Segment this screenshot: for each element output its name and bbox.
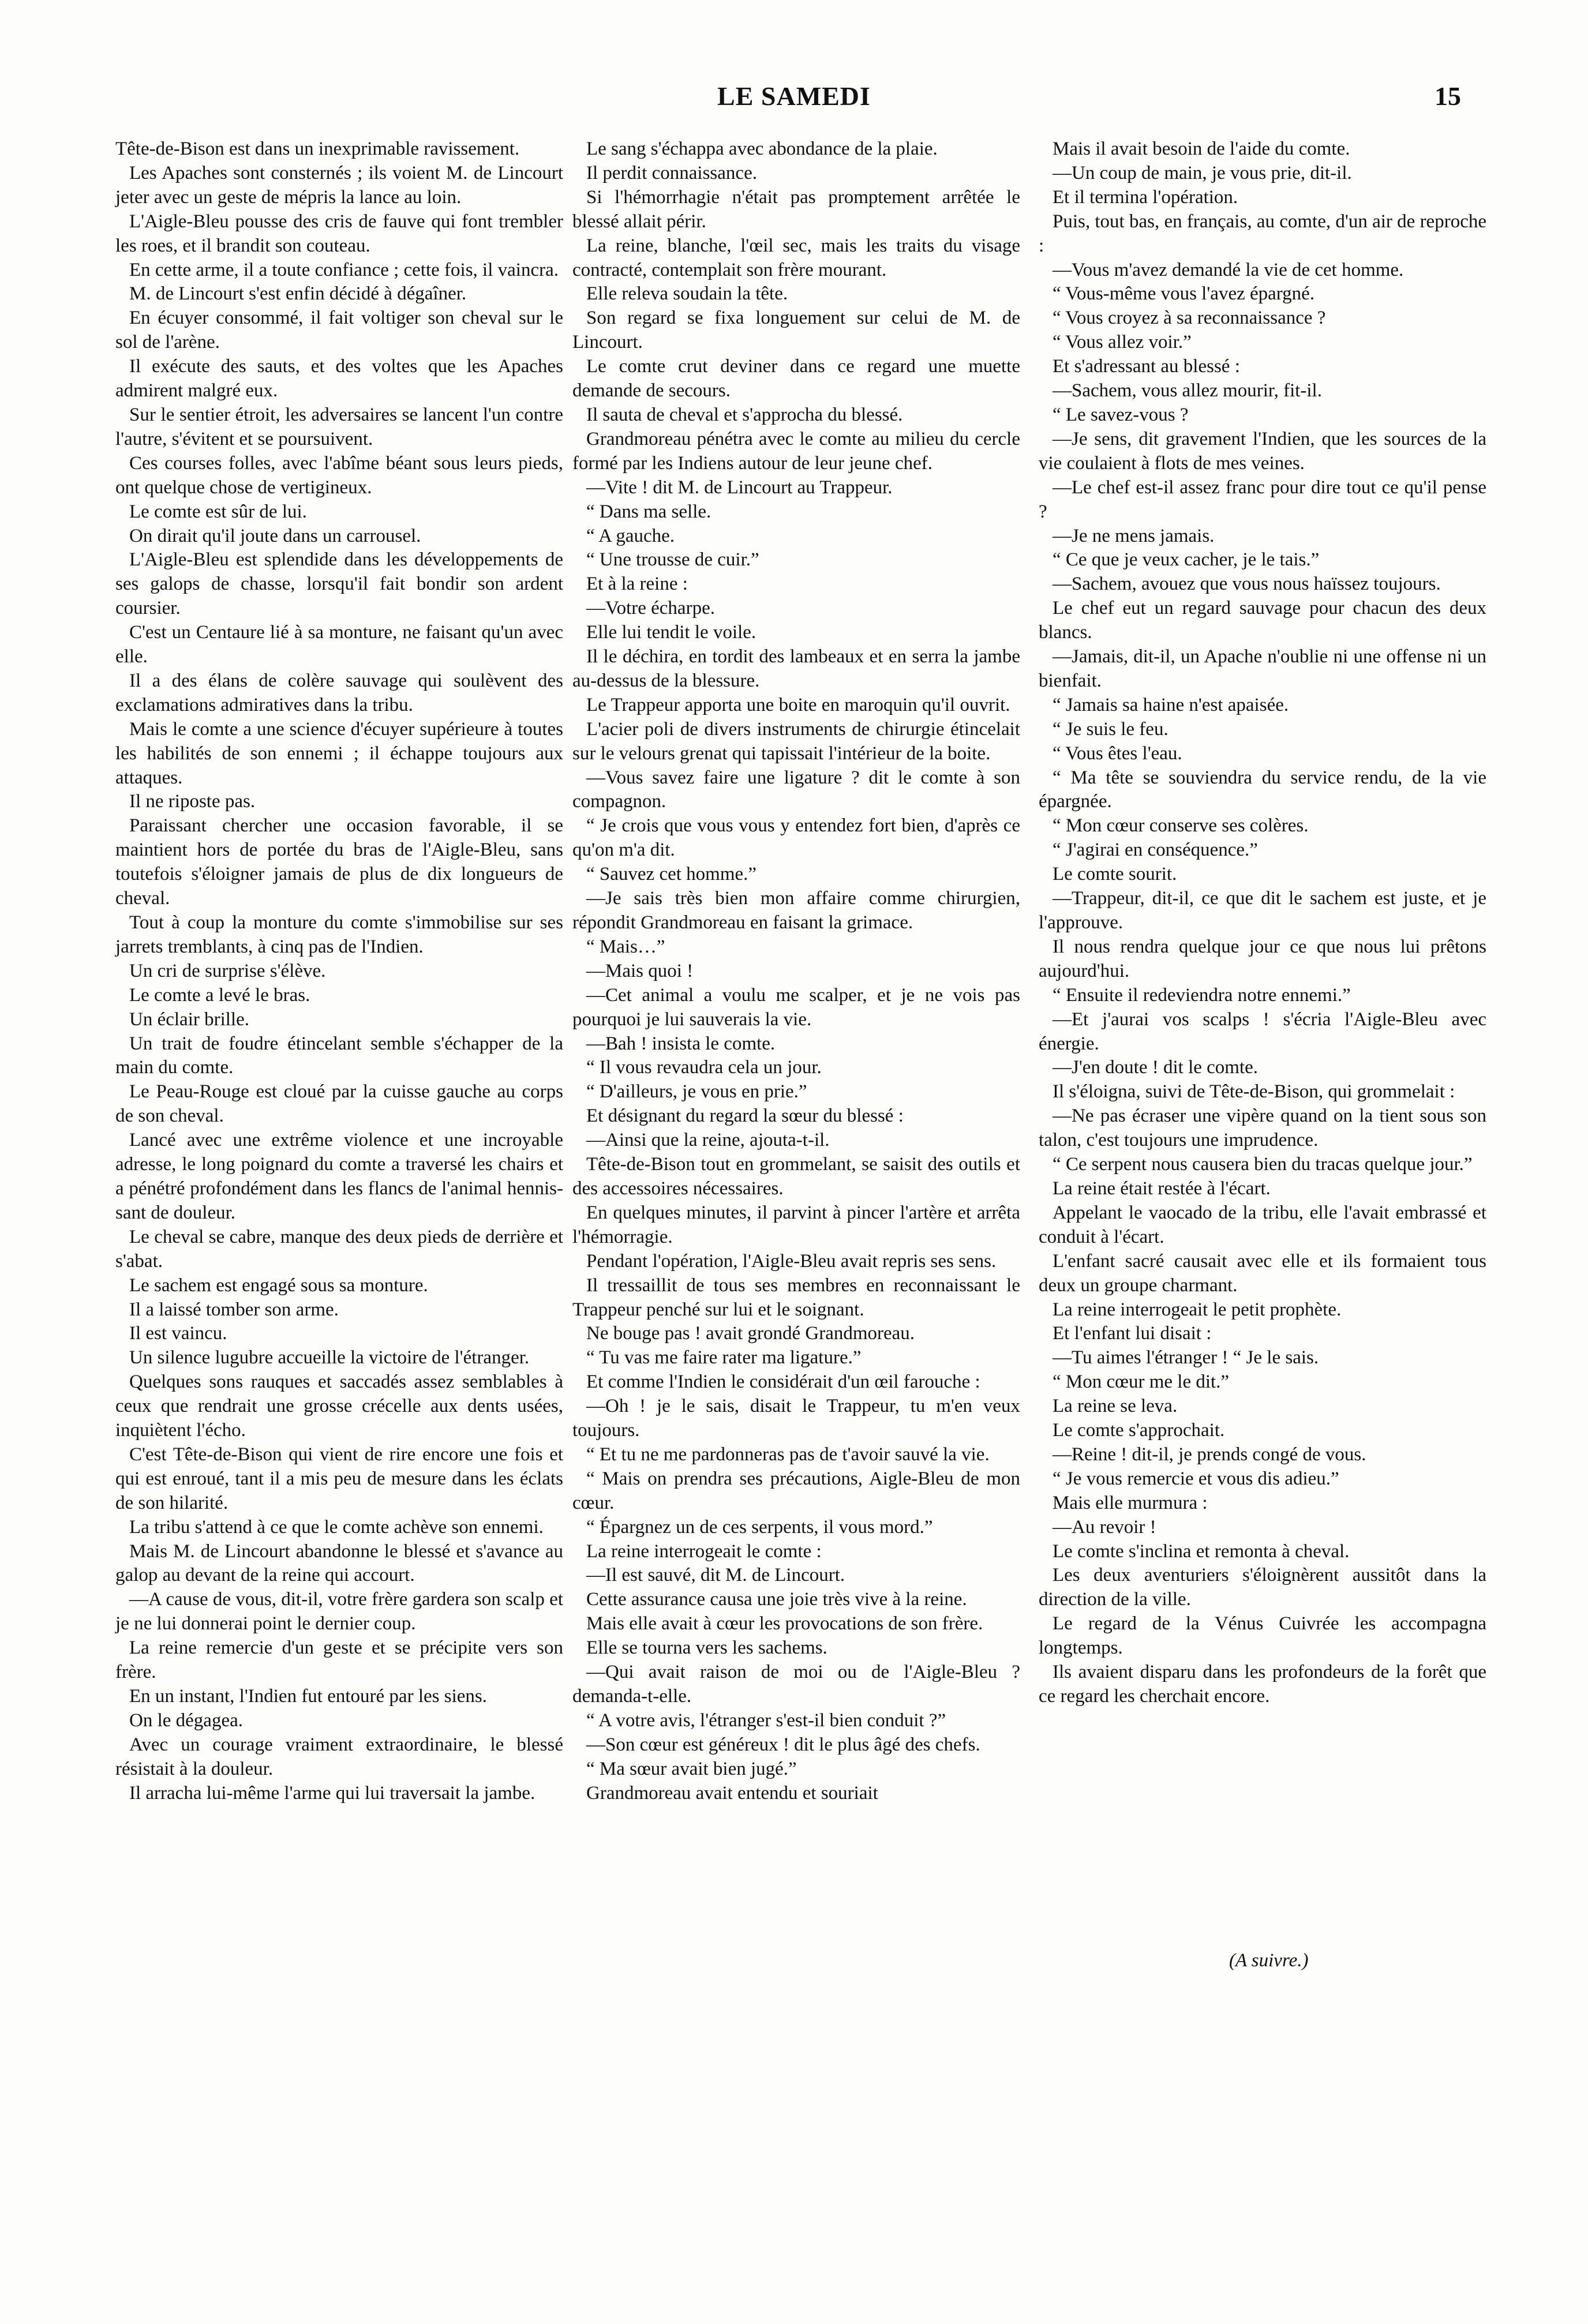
paragraph: Il nous rendra quelque jour ce que nous lui prêtons aujourd'hui. [1039,936,1486,981]
paragraph: Appelant le vaocado de la tribu, elle l'avait embrassé et conduit à l'écart. [1039,1202,1486,1247]
paragraph: Le Peau-Rouge est cloué par la cuisse gauche au corps de son cheval. [115,1081,563,1127]
paragraph: “ Ce que je veux cacher, je le tais.” [1053,549,1320,571]
paragraph: “ Vous croyez à sa reconnaissance ? [1053,308,1326,329]
paragraph: On le dégagea. [129,1710,243,1731]
paragraph: “ D'ailleurs, je vous en prie.” [586,1081,807,1103]
paragraph: En cette arme, il a toute confiance ; cette fois, il vaincra. [129,259,559,280]
paragraph: La reine se leva. [1053,1396,1178,1417]
paragraph: Un éclair brille. [129,1009,249,1030]
paragraph: L'Aigle-Bleu pousse des cris de fauve qui font trembler les roes, et il brandit son couteau. [115,211,563,256]
paragraph: Le comte s'inclina et remonta à cheval. [1053,1540,1350,1562]
paragraph: “ Je vous remercie et vous dis adieu.” [1053,1468,1339,1489]
paragraph: “ Mais on prendra ses précautions, Aigle-Bleu de mon cœur. [572,1468,1020,1513]
paragraph: Ne bouge pas ! avait grondé Grandmoreau. [586,1323,915,1344]
paragraph: “ Mon cœur me le dit.” [1053,1371,1230,1393]
paragraph: Paraissant chercher une occasion favorable, il se maintient hors de portée du bras de l'Aigle-Bleu, sans toutefois s'éloigner jamais de plus de dix longueurs de cheval. [115,815,563,909]
paragraph: “ Mais…” [586,936,665,957]
paragraph: —Je sais très bien mon affaire comme chirurgien, répondit Grandmoreau en faisant la grimace. [572,888,1020,933]
paragraph: Il a laissé tomber son arme. [129,1299,339,1320]
paragraph: —Ne pas écraser une vipère quand on la tient sous son talon, c'est toujours une imprudence. [1039,1105,1486,1151]
paragraph: Et il termina l'opération. [1053,186,1238,208]
paragraph: “ Et tu ne me pardonneras pas de t'avoir sauvé la vie. [586,1444,990,1465]
paragraph: Il tressaillit de tous ses membres en reconnaissant le Trappeur penché sur lui et le soignant. [572,1275,1020,1320]
paragraph: —Et j'aurai vos scalps ! s'écria l'Aigle-Bleu avec énergie. [1039,1009,1486,1054]
paragraph: C'est un Centaure lié à sa monture, ne faisant qu'un avec elle. [115,622,563,668]
paragraph: Un cri de surprise s'élève. [129,960,326,981]
paragraph: —A cause de vous, dit-il, votre frère gardera son scalp et je ne lui donnerai point le dernier coup. [115,1589,563,1635]
text-column-1 [115,137,563,1806]
paragraph: Cette assurance causa une joie très vive à la reine. [586,1589,967,1610]
paragraph: Son regard se fixa longuement sur celui de M. de Lincourt. [572,308,1020,353]
paragraph: Le cheval se cabre, manque des deux pieds de derrière et s'abat. [115,1226,563,1272]
paragraph: —Reine ! dit-il, je prends congé de vous. [1053,1444,1366,1465]
paragraph: L'acier poli de divers instruments de chirurgie étincelait sur le velours grenat qui tapissait l'intérieur de la boite. [572,718,1020,764]
paragraph: La reine remercie d'un geste et se précipite vers son frère. [115,1637,563,1683]
paragraph: Ces courses folles, avec l'abîme béant sous leurs pieds, ont quelque chose de vertigineux. [115,452,563,498]
paragraph: L'enfant sacré causait avec elle et ils formaient tous deux un groupe charmant. [1039,1250,1486,1296]
paragraph: En écuyer consommé, il fait voltiger son cheval sur le sol de l'arène. [115,308,563,353]
paragraph: “ Je crois que vous vous y entendez fort bien, d'après ce qu'on m'a dit. [572,815,1020,861]
paragraph: Sur le sentier étroit, les adversaires se lancent l'un contre l'autre, s'évitent et se poursuivent. [115,404,563,449]
text-column-3 [1039,137,1486,1709]
paragraph: —Je ne mens jamais. [1053,525,1215,546]
paragraph: La reine interrogeait le petit prophète. [1053,1299,1342,1320]
paragraph: Et l'enfant lui disait : [1053,1323,1212,1344]
paragraph: —J'en doute ! dit le comte. [1053,1057,1259,1078]
paragraph: —Son cœur est généreux ! dit le plus âgé des chefs. [586,1734,980,1755]
paragraph: “ Il vous revaudra cela un jour. [586,1057,822,1078]
paragraph: Avec un courage vraiment extraordinaire, le blessé résistait à la douleur. [115,1734,563,1779]
paragraph: Et comme l'Indien le considérait d'un œil farouche : [586,1371,980,1393]
paragraph: Mais elle murmura : [1053,1492,1208,1513]
paragraph: Il ne riposte pas. [129,791,256,812]
paragraph: “ Épargnez un de ces serpents, il vous mord.” [586,1516,933,1538]
paragraph: Le regard de la Vénus Cuivrée les accompagna longtemps. [1039,1613,1486,1659]
paragraph: Il arracha lui-même l'arme qui lui traversait la jambe. [129,1782,535,1804]
text-column-2 [572,137,1020,1806]
paragraph: —Sachem, avouez que vous nous haïssez toujours. [1053,573,1441,595]
paragraph: La reine était restée à l'écart. [1053,1178,1271,1199]
paragraph: Les deux aventuriers s'éloignèrent aussitôt dans la direction de la ville. [1039,1565,1486,1610]
paragraph: Ils avaient disparu dans les profondeurs de la forêt que ce regard les cherchait encore. [1039,1662,1486,1707]
paragraph: Mais le comte a une science d'écuyer supérieure à toutes les habilités de son ennemi ; il échappe toujours aux attaques. [115,718,563,788]
paragraph: “ Vous allez voir.” [1053,332,1192,353]
paragraph: —Vous m'avez demandé la vie de cet homme. [1053,259,1404,280]
paragraph: En un instant, l'Indien fut entouré par les siens. [129,1686,487,1707]
paragraph: Un silence lugubre accueille la victoire de l'étranger. [129,1347,530,1369]
paragraph: —Vite ! dit M. de Lincourt au Trappeur. [586,477,893,498]
paragraph: —Oh ! je le sais, disait le Trappeur, tu m'en veux toujours. [572,1396,1020,1441]
paragraph: Mais il avait besoin de l'aide du comte. [1053,138,1350,159]
paragraph: Le comte crut deviner dans ce regard une muette demande de secours. [572,356,1020,402]
paragraph: “ A votre avis, l'étranger s'est-il bien conduit ?” [586,1710,946,1731]
paragraph: —Votre écharpe. [586,598,715,619]
paragraph: “ A gauche. [586,525,675,546]
paragraph: Et à la reine : [586,573,688,595]
paragraph: —Jamais, dit-il, un Apache n'oublie ni une offense ni un bienfait. [1039,646,1486,691]
paragraph: Les Apaches sont consternés ; ils voient M. de Lincourt jeter avec un geste de mépris la lance au loin. [115,162,563,208]
paragraph: Il exécute des sauts, et des voltes que les Apaches admirent malgré eux. [115,356,563,402]
paragraph: “ Une trousse de cuir.” [586,549,759,571]
paragraph: M. de Lincourt s'est enfin décidé à dégaîner. [129,283,467,305]
paragraph: Le sang s'échappa avec abondance de la plaie. [586,138,938,159]
paragraph: “ Le savez-vous ? [1053,404,1189,425]
paragraph: Le Trappeur apporta une boite en maroquin qu'il ouvrit. [586,694,1010,715]
paragraph: C'est Tête-de-Bison qui vient de rire encore une fois et qui est enroué, tant il a mis peu de mesure dans les éclats de son hilarité. [115,1444,563,1513]
paragraph: —Il est sauvé, dit M. de Lincourt. [586,1565,845,1586]
paragraph: —Au revoir ! [1053,1516,1156,1538]
paragraph: Si l'hémorrhagie n'était pas promptement arrêtée le blessé allait périr. [572,186,1020,232]
paragraph: Elle se tourna vers les sachems. [586,1637,827,1659]
paragraph: Elle releva soudain la tête. [586,283,788,305]
paragraph: Tout à coup la monture du comte s'immobilise sur ses jarrets tremblants, à cinq pas de l'Indien. [115,912,563,957]
paragraph: “ Dans ma selle. [586,501,711,522]
paragraph: “ Sauvez cet homme.” [586,864,757,885]
paragraph: —Tu aimes l'étranger ! “ Je le sais. [1053,1347,1319,1369]
paragraph: La tribu s'attend à ce que le comte achève son ennemi. [129,1516,544,1538]
paragraph: “ Tu vas me faire rater ma ligature.” [586,1347,862,1369]
paragraph: —Qui avait raison de moi ou de l'Aigle-Bleu ? demanda-t-elle. [572,1662,1020,1707]
to-be-continued: (A suivre.) [1229,1950,1309,1971]
paragraph: La reine, blanche, l'œil sec, mais les traits du visage contracté, contemplait son frère mourant. [572,235,1020,280]
paragraph: Grandmoreau pénétra avec le comte au milieu du cercle formé par les Indiens autour de leur jeune chef. [572,428,1020,474]
paragraph: “ Vous êtes l'eau. [1053,743,1182,764]
page-number: 15 [1435,81,1461,111]
paragraph: Mais M. de Lincourt abandonne le blessé et s'avance au galop au devant de la reine qui accourt. [115,1540,563,1586]
paragraph: Il perdit connaissance. [586,162,757,183]
paragraph: Un trait de foudre étincelant semble s'échapper de la main du comte. [115,1033,563,1078]
paragraph: Le comte s'approchait. [1053,1420,1225,1441]
paragraph: Elle lui tendit le voile. [586,622,756,643]
paragraph: —Le chef est-il assez franc pour dire tout ce qu'il pense ? [1039,477,1486,522]
paragraph: —Trappeur, dit-il, ce que dit le sachem est juste, et je l'approuve. [1039,888,1486,933]
paragraph: Puis, tout bas, en français, au comte, d'un air de reproche : [1039,211,1486,256]
paragraph: —Un coup de main, je vous prie, dit-il. [1053,162,1352,183]
paragraph: —Sachem, vous allez mourir, fit-il. [1053,380,1322,402]
page-title: LE SAMEDI [717,81,871,111]
paragraph: Tête-de-Bison est dans un inexprimable ravissement. [115,138,520,159]
paragraph: Il est vaincu. [129,1323,227,1344]
paragraph: Le comte a levé le bras. [129,984,310,1006]
paragraph: Le comte est sûr de lui. [129,501,307,522]
paragraph: “ Je suis le feu. [1053,718,1168,740]
paragraph: Il s'éloigna, suivi de Tête-de-Bison, qui grommelait : [1053,1081,1455,1103]
paragraph: Pendant l'opération, l'Aigle-Bleu avait repris ses sens. [586,1250,997,1272]
paragraph: En quelques minutes, il parvint à pincer l'artère et arrêta l'hémorragie. [572,1202,1020,1247]
paragraph: “ Ma sœur avait bien jugé.” [586,1758,797,1779]
paragraph: La reine interrogeait le comte : [586,1540,822,1562]
paragraph: “ Ce serpent nous causera bien du tracas quelque jour.” [1053,1154,1473,1175]
paragraph: Il sauta de cheval et s'approcha du blessé. [586,404,903,425]
paragraph: Il a des élans de colère sauvage qui soulèvent des exclamations admiratives dans la tribu. [115,670,563,715]
paragraph: —Vous savez faire une ligature ? dit le comte à son compagnon. [572,767,1020,812]
paragraph: —Ainsi que la reine, ajouta-t-il. [586,1130,830,1151]
paragraph: Et désignant du regard la sœur du blessé : [586,1105,904,1127]
paragraph: L'Aigle-Bleu est splendide dans les développements de ses galops de chasse, lorsqu'il fait bondir son ardent coursier. [115,549,563,619]
paragraph: “ Mon cœur conserve ses colères. [1053,815,1309,837]
paragraph: On dirait qu'il joute dans un carrousel. [129,525,421,546]
paragraph: “ Ensuite il redeviendra notre ennemi.” [1053,984,1351,1006]
paragraph: Le comte sourit. [1053,864,1177,885]
paragraph: “ Jamais sa haine n'est apaisée. [1053,694,1289,715]
paragraph: Quelques sons rauques et saccadés assez semblables à ceux que rendrait une grosse crécelle aux dents usées, inquiètent l'écho. [115,1371,563,1441]
paragraph: Tête-de-Bison tout en grommelant, se saisit des outils et des accessoires nécessaires. [572,1154,1020,1199]
paragraph: Lancé avec une extrême violence et une incroyable adresse, le long poignard du comte a traversé les chairs et a pénétré profondément dans les flancs de l'animal hennissant de douleur. [115,1130,563,1223]
paragraph: Et s'adressant au blessé : [1053,356,1240,377]
paragraph: Le sachem est engagé sous sa monture. [129,1275,428,1296]
paragraph: “ Vous-même vous l'avez épargné. [1053,283,1315,305]
paragraph: —Cet animal a voulu me scalper, et je ne vois pas pourquoi je lui sauverais la vie. [572,984,1020,1030]
paragraph: “ J'agirai en conséquence.” [1053,839,1258,861]
paragraph: Le chef eut un regard sauvage pour chacun des deux blancs. [1039,598,1486,643]
paragraph: —Mais quoi ! [586,960,694,981]
paragraph: “ Ma tête se souviendra du service rendu, de la vie épargnée. [1039,767,1486,812]
paragraph: —Bah ! insista le comte. [586,1033,776,1054]
paragraph: Grandmoreau avait entendu et souriait [586,1782,878,1804]
paragraph: Mais elle avait à cœur les provocations de son frère. [586,1613,983,1635]
paragraph: —Je sens, dit gravement l'Indien, que les sources de la vie coulaient à flots de mes veines. [1039,428,1486,474]
paragraph: Il le déchira, en tordit des lambeaux et en serra la jambe au-dessus de la blessure. [572,646,1020,691]
page-header [115,81,1473,127]
